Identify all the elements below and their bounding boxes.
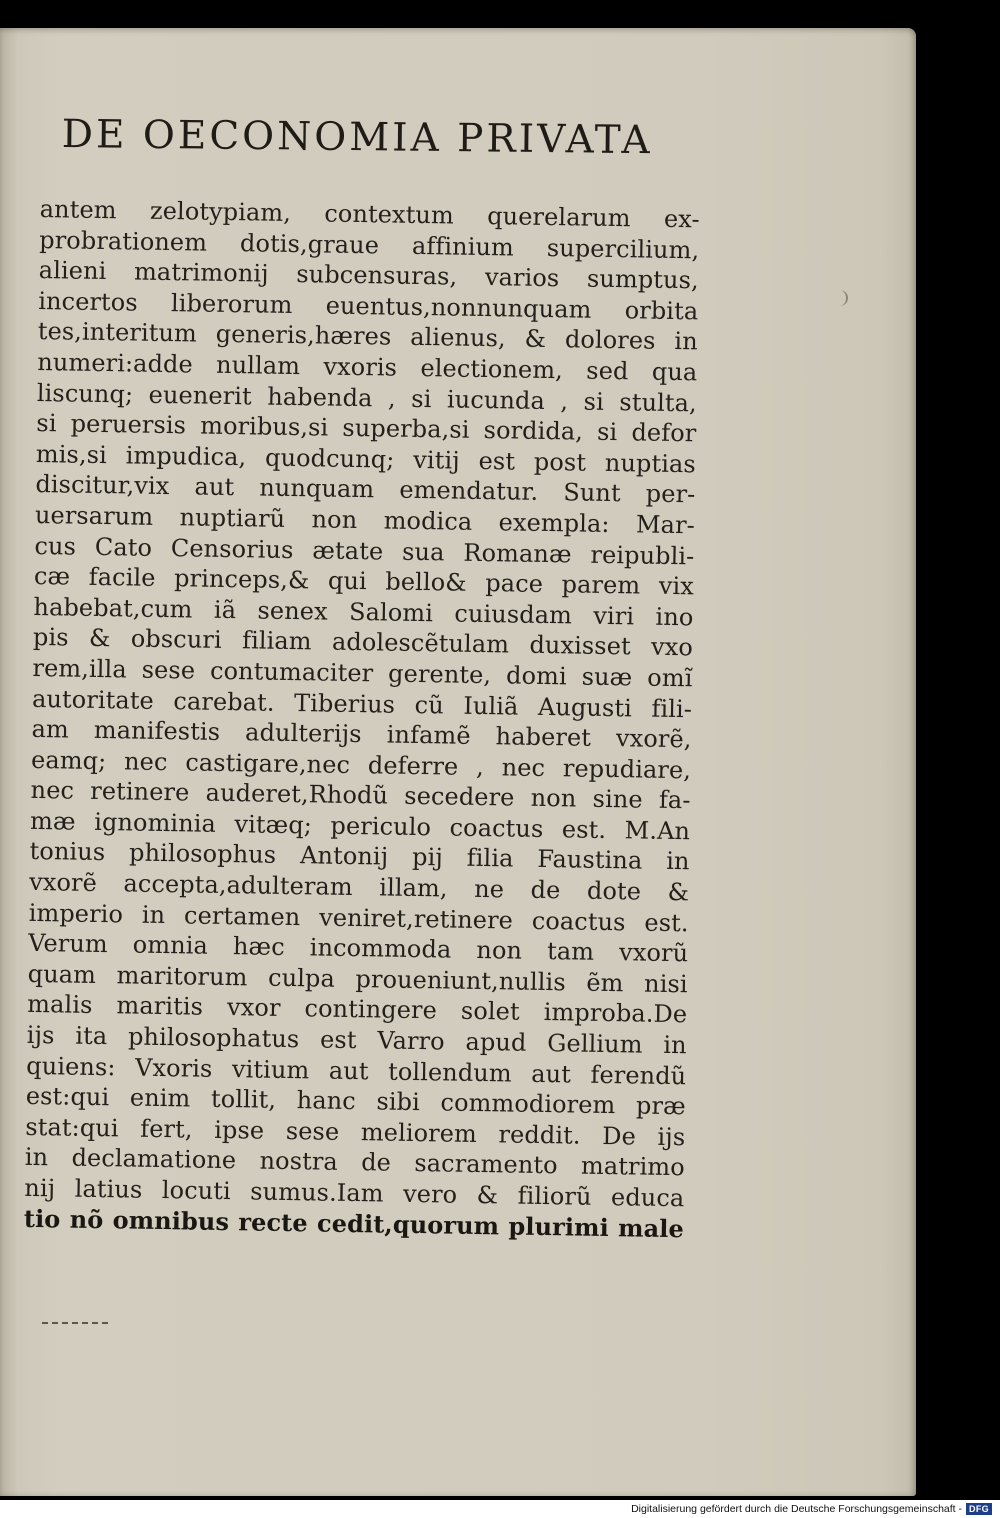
text-line: Verum omnia hæc incommoda non tam vxorũ (28, 929, 689, 968)
text-line: habebat,cum iã senex Salomi cuiusdam viri ino (33, 592, 694, 632)
text-line: rem,illa sese contumaciter gerente, domi suæ omĩ (32, 653, 693, 693)
text-line: discitur,vix aut nunquam emendatur. Sunt per- (35, 470, 696, 509)
stray-ink-mark (42, 1322, 108, 1324)
text-line: am manifestis adulterijs infamẽ haberet vxorẽ, (31, 715, 692, 754)
dfg-logo: DFG (966, 1503, 992, 1515)
text-line: uersarum nuptiarũ non modica exempla: Mar- (34, 500, 696, 540)
text-line: mæ ignominia vitæq; periculo coactus est. M.An (29, 806, 691, 846)
text-line: est:qui enim tollit, hanc sibi commodiorem præ (25, 1082, 686, 1121)
text-line: antem zelotypiam, contextum querelarum ex- (39, 194, 700, 234)
text-line: ijs ita philosophatus est Varro apud Gellium in (26, 1020, 687, 1060)
text-line: stat:qui fert, ipse sese meliorem reddit. De ijs (25, 1112, 686, 1152)
footer-credit: Digitalisierung gefördert durch die Deutsche Forschungsgemeinschaft - (631, 1503, 962, 1515)
text-line: malis maritis vxor contingere solet improba.De (27, 990, 688, 1029)
text-line: liscunq; euenerit habenda , si iucunda , si stulta, (36, 378, 698, 417)
text-line: probrationem dotis,graue affinium supercilium, (39, 225, 700, 264)
text-line: nij latius locuti sumus.Iam vero & filiorũ educa (24, 1173, 685, 1213)
text-line: autoritate carebat. Tiberius cũ Iuliã Augusti fili- (31, 684, 693, 723)
running-head: DE OECONOMIA PRIVATA (61, 112, 653, 164)
text-line: cæ facile princeps,& qui bello& pace parem vix (33, 562, 695, 601)
text-line: imperio in certamen veniret,retinere coactus est. (28, 898, 689, 937)
text-line: nec retinere auderet,Rhodũ secedere non sine fa- (30, 776, 691, 815)
text-line: quam maritorum culpa proueniunt,nullis ẽm nisi (27, 959, 688, 999)
text-line: vxorẽ accepta,adulteram illam, ne de dote & (28, 867, 690, 907)
text-line: eamq; nec castigare,nec deferre , nec repudiare, (30, 745, 692, 784)
text-line: mis,si impudica, quodcunq; vitij est post nuptias (35, 439, 697, 479)
text-line: pis & obscuri filiam adolescẽtulam duxisset vxo (32, 623, 694, 662)
book-page (0, 28, 916, 1496)
text-line: quiens: Vxoris vitium aut tollendum aut ferendũ (26, 1051, 687, 1090)
text-line: numeri:adde nullam vxoris electionem, sed qua (37, 347, 698, 387)
text-block (24, 194, 700, 1244)
text-line: si peruersis moribus,si superba,si sordida, si defor (36, 409, 697, 448)
text-line: tio nõ omnibus recte cedit,quorum plurimi male (23, 1203, 685, 1243)
text-line: tonius philosophus Antonij pij filia Faustina in (29, 837, 690, 876)
text-line: alieni matrimonij subcensuras, varios sumptus, (38, 256, 699, 295)
text-line: cus Cato Censorius ætate sua Romanæ reipubli- (34, 531, 695, 570)
text-line: incertos liberorum euentus,nonnunquam orbita (38, 286, 699, 326)
text-line: tes,interitum generis,hæres alienus, & dolores in (37, 317, 698, 356)
text-line: in declamatione nostra de sacramento matrimo (24, 1143, 686, 1182)
margin-mark (840, 290, 848, 306)
